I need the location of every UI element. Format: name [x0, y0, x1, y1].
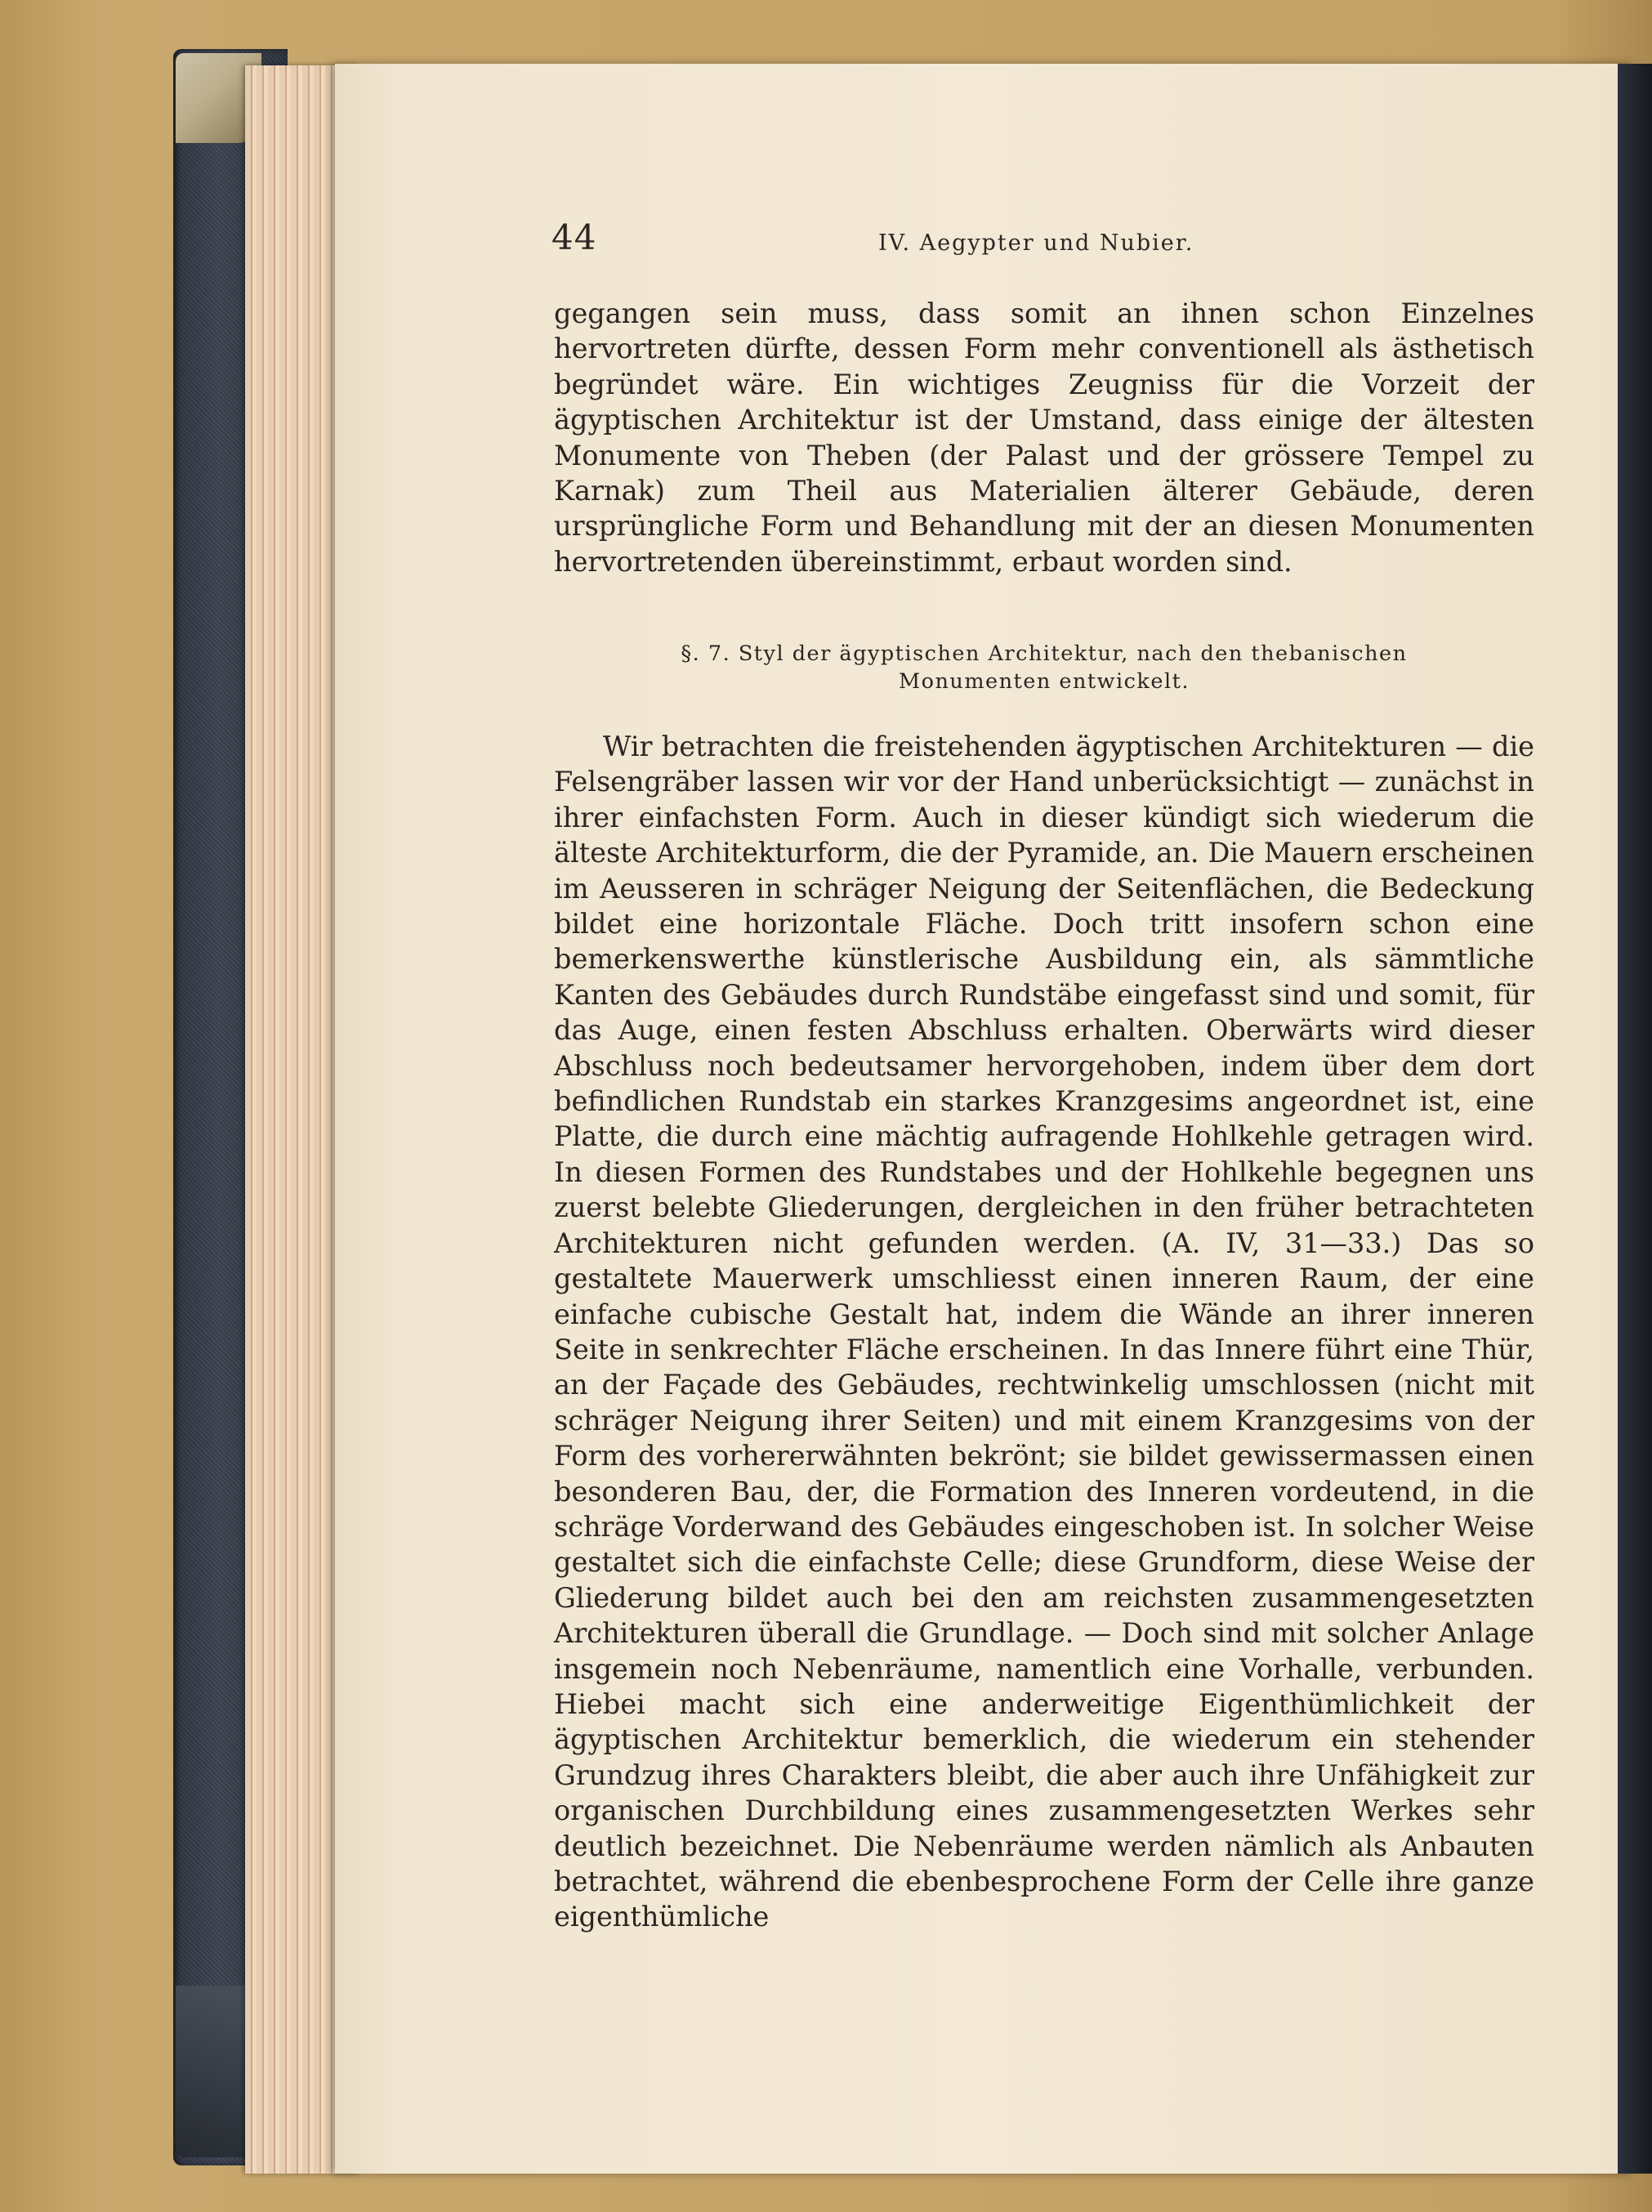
section-heading: [554, 640, 1534, 695]
page-header: [551, 217, 1544, 266]
scan-right-edge: [1618, 64, 1652, 2174]
paragraph-1: gegangen sein muss, dass somit an ihnen schon Einzelnes hervortreten dürfte, dessen Form mehr conventionell als ästhetisch begründet wäre. Ein wichtiges Zeugniss für die Vorzeit der ägyptischen Architektur ist der Umstand, dass einige der ältesten Monumente von Theben (der Palast und der grössere Tempel zu Karnak) zum Theil aus Materialien älterer Gebäude, deren ursprüngliche Form und Behandlung mit der an diesen Monumenten hervortretenden übereinstimmt, erbaut worden sind.: [554, 297, 1534, 578]
page-number: 44: [551, 217, 597, 257]
paragraph-2: Wir betrachten die freistehenden ägyptischen Architekturen — die Felsengräber lassen wir vor der Hand unberücksichtigt — zunächst in ihrer einfachsten Form. Auch in dieser kündigt sich wiederum die älteste Architekturform, die der Pyramide, an. Die Mauern erscheinen im Aeusseren in schräger Neigung der Seitenflächen, die Bedeckung bildet eine horizontale Fläche. Doch tritt insofern schon eine bemerkenswerthe künstlerische Ausbildung ein, als sämmtliche Kanten des Gebäudes durch Rundstäbe eingefasst sind und somit, für das Auge, einen festen Abschluss erhalten. Oberwärts wird dieser Abschluss noch bedeutsamer hervorgehoben, indem über dem dort befindlichen Rundstab ein starkes Kranzgesims angeordnet ist, eine Platte, die durch eine mächtig aufragende Hohlkehle getragen wird. In diesen Formen des Rundstabes und der Hohlkehle begegnen uns zuerst belebte Gliederungen, dergleichen in den früher betrachteten Architekturen nicht gefunden werden. (A. IV, 31—33.) Das so gestaltete Mauerwerk umschliesst einen inneren Raum, der eine einfache cubische Gestalt hat, indem die Wände an ihrer inneren Seite in senkrechter Fläche erscheinen. In das Innere führt eine Thür, an der Façade des Gebäudes, rechtwinkelig umschlossen (nicht mit schräger Neigung ihrer Seiten) und mit einem Kranzgesims von der Form des vorhererwähnten bekrönt; sie bildet gewissermassen einen besonderen Bau, der, die Formation des Inneren vordeutend, in die schräge Vorderwand des Gebäudes eingeschoben ist. In solcher Weise gestaltet sich die einfachste Celle; diese Grundform, diese Weise der Gliederung bildet auch bei den am reichsten zusammengesetzten Architekturen überall die Grundlage. — Doch sind mit solcher Anlage insgemein noch Nebenräume, namentlich eine Vorhalle, verbunden. Hiebei macht sich eine anderweitige Eigenthümlichkeit der ägyptischen Architektur bemerklich, die wiederum ein stehender Grundzug ihres Charakters bleibt, die aber auch ihre Unfähigkeit zur organischen Durchbildung eines zusammengesetzten Werkes sehr deutlich bezeichnet. Die Nebenräume werden nämlich als Anbauten betrachtet, während die ebenbesprochene Form der Celle ihre ganze eigenthümliche: [554, 731, 1534, 1933]
running-head: IV. Aegypter und Nubier.: [878, 230, 1194, 256]
section-heading-line-1: §. 7. Styl der ägyptischen Architektur, nach den thebanischen: [681, 641, 1408, 666]
cover-corner-bottom: [176, 1986, 253, 2157]
section-heading-line-2: Monumenten entwickelt.: [899, 669, 1190, 694]
